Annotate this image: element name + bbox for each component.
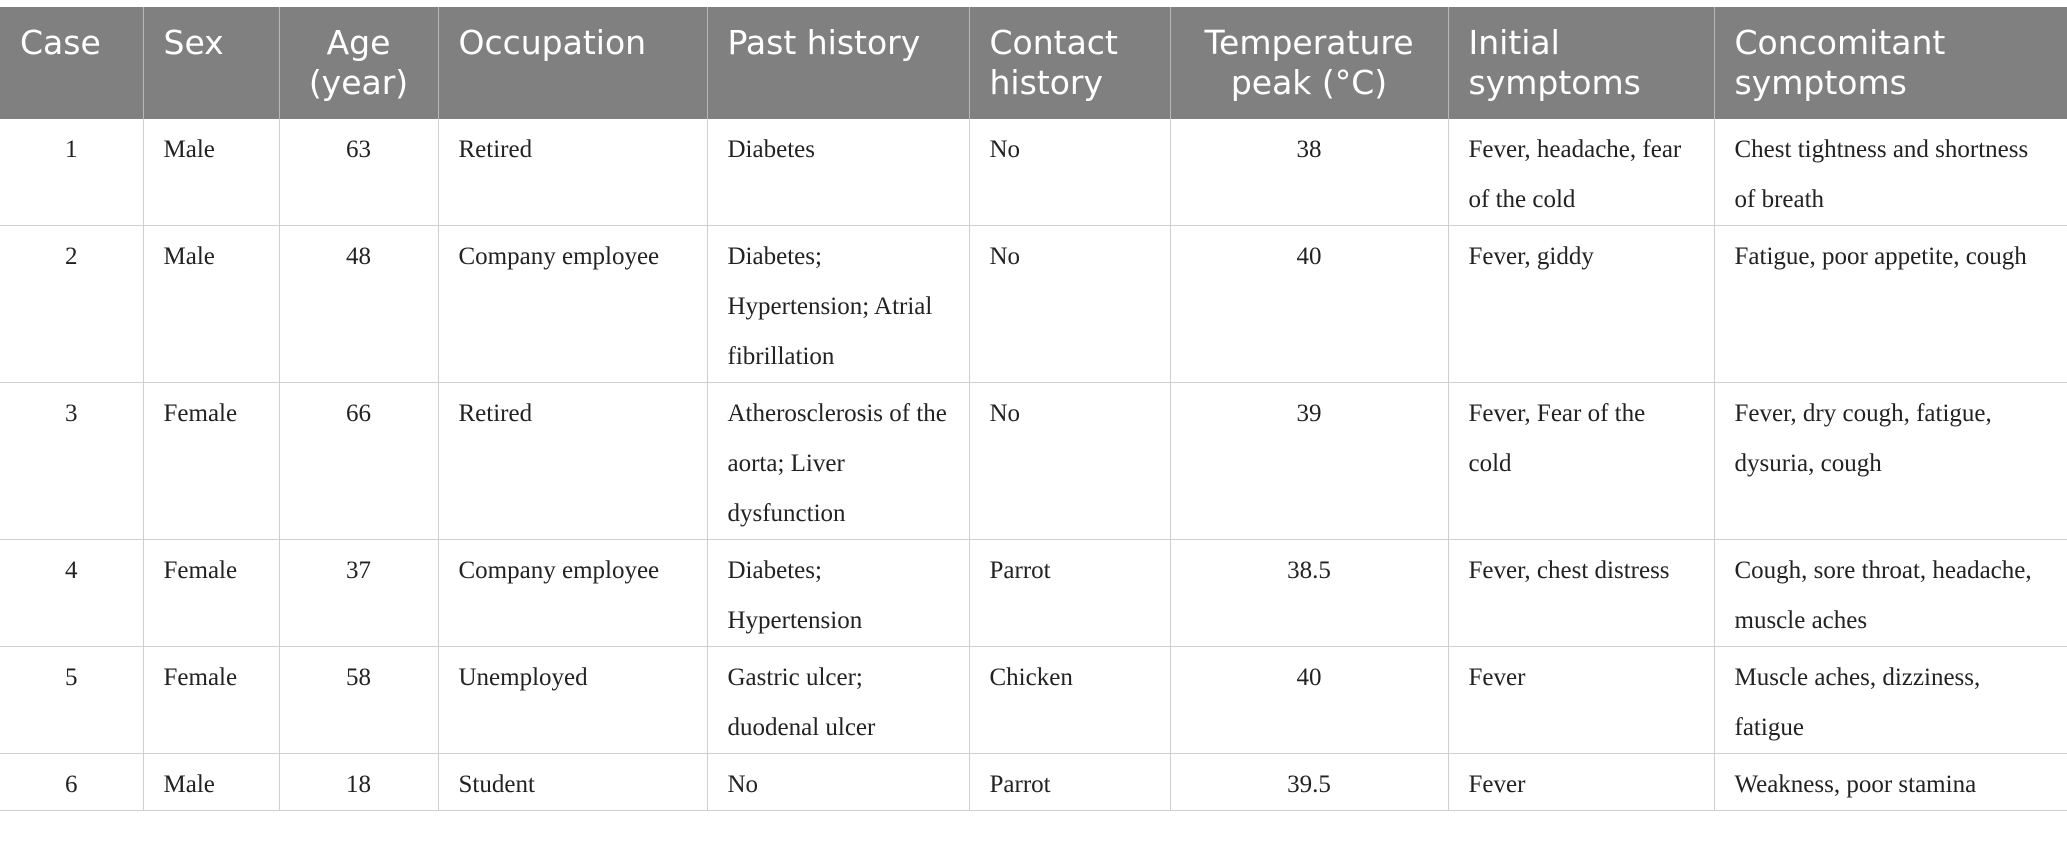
- cell-concomitant-symptoms: Fatigue, poor appetite, cough: [1714, 226, 2067, 383]
- cell-age: 37: [279, 540, 438, 647]
- table-row: [0, 383, 2067, 540]
- cell-case: 3: [0, 383, 143, 540]
- table-row: [0, 540, 2067, 647]
- cell-occupation: Student: [438, 754, 707, 811]
- cell-occupation: Unemployed: [438, 647, 707, 754]
- table-row: [0, 226, 2067, 383]
- cell-past-history: Atherosclerosis of the aorta; Liver dysfunction: [707, 383, 969, 540]
- cell-initial-symptoms: Fever: [1448, 647, 1714, 754]
- cell-contact-history: No: [969, 226, 1170, 383]
- cell-age: 48: [279, 226, 438, 383]
- cell-past-history: Diabetes; Hypertension; Atrial fibrillation: [707, 226, 969, 383]
- cell-case: 4: [0, 540, 143, 647]
- cell-case: 6: [0, 754, 143, 811]
- cell-concomitant-symptoms: Chest tightness and shortness of breath: [1714, 119, 2067, 226]
- cell-age: 18: [279, 754, 438, 811]
- cell-temperature-peak: 40: [1170, 647, 1448, 754]
- cell-age: 63: [279, 119, 438, 226]
- cell-sex: Male: [143, 226, 279, 383]
- cell-temperature-peak: 39: [1170, 383, 1448, 540]
- cell-past-history: No: [707, 754, 969, 811]
- cell-concomitant-symptoms: Cough, sore throat, headache, muscle aches: [1714, 540, 2067, 647]
- cell-case: 1: [0, 119, 143, 226]
- header-sex: Sex: [143, 7, 279, 119]
- header-contact-history: Contact history: [969, 7, 1170, 119]
- cell-age: 66: [279, 383, 438, 540]
- cell-occupation: Company employee: [438, 226, 707, 383]
- cell-sex: Male: [143, 754, 279, 811]
- case-table: [0, 7, 2067, 811]
- header-occupation: Occupation: [438, 7, 707, 119]
- header-past-history: Past history: [707, 7, 969, 119]
- cell-sex: Female: [143, 647, 279, 754]
- table-header: [0, 7, 2067, 119]
- cell-temperature-peak: 38: [1170, 119, 1448, 226]
- cell-concomitant-symptoms: Weakness, poor stamina: [1714, 754, 2067, 811]
- cell-case: 2: [0, 226, 143, 383]
- cell-sex: Female: [143, 540, 279, 647]
- cell-contact-history: Chicken: [969, 647, 1170, 754]
- header-initial-symptoms: Initial symptoms: [1448, 7, 1714, 119]
- cell-contact-history: Parrot: [969, 754, 1170, 811]
- cell-occupation: Retired: [438, 383, 707, 540]
- table-row: [0, 754, 2067, 811]
- cell-initial-symptoms: Fever, chest distress: [1448, 540, 1714, 647]
- cell-initial-symptoms: Fever: [1448, 754, 1714, 811]
- cell-past-history: Diabetes; Hypertension: [707, 540, 969, 647]
- cell-initial-symptoms: Fever, Fear of the cold: [1448, 383, 1714, 540]
- header-case: Case: [20, 23, 101, 62]
- table-row: [0, 647, 2067, 754]
- header-row: [0, 7, 2067, 119]
- cell-contact-history: No: [969, 119, 1170, 226]
- cell-past-history: Diabetes: [707, 119, 969, 226]
- cell-case: 5: [0, 647, 143, 754]
- header-concomitant-symptoms: Concomitant symptoms: [1714, 7, 2067, 119]
- cell-initial-symptoms: Fever, giddy: [1448, 226, 1714, 383]
- cell-temperature-peak: 39.5: [1170, 754, 1448, 811]
- cell-occupation: Retired: [438, 119, 707, 226]
- cell-contact-history: Parrot: [969, 540, 1170, 647]
- table-row: [0, 119, 2067, 226]
- header-temperature-peak: Temperature peak (°C): [1170, 7, 1448, 119]
- cell-sex: Female: [143, 383, 279, 540]
- cell-age: 58: [279, 647, 438, 754]
- cell-concomitant-symptoms: Fever, dry cough, fatigue, dysuria, cough: [1714, 383, 2067, 540]
- cell-temperature-peak: 40: [1170, 226, 1448, 383]
- cell-initial-symptoms: Fever, headache, fear of the cold: [1448, 119, 1714, 226]
- cell-occupation: Company employee: [438, 540, 707, 647]
- cell-concomitant-symptoms: Muscle aches, dizziness, fatigue: [1714, 647, 2067, 754]
- cell-temperature-peak: 38.5: [1170, 540, 1448, 647]
- cell-contact-history: No: [969, 383, 1170, 540]
- header-age: Age (year): [279, 7, 438, 119]
- cell-past-history: Gastric ulcer; duodenal ulcer: [707, 647, 969, 754]
- cell-sex: Male: [143, 119, 279, 226]
- table-body: [0, 119, 2067, 811]
- case-table-container: [0, 7, 2067, 811]
